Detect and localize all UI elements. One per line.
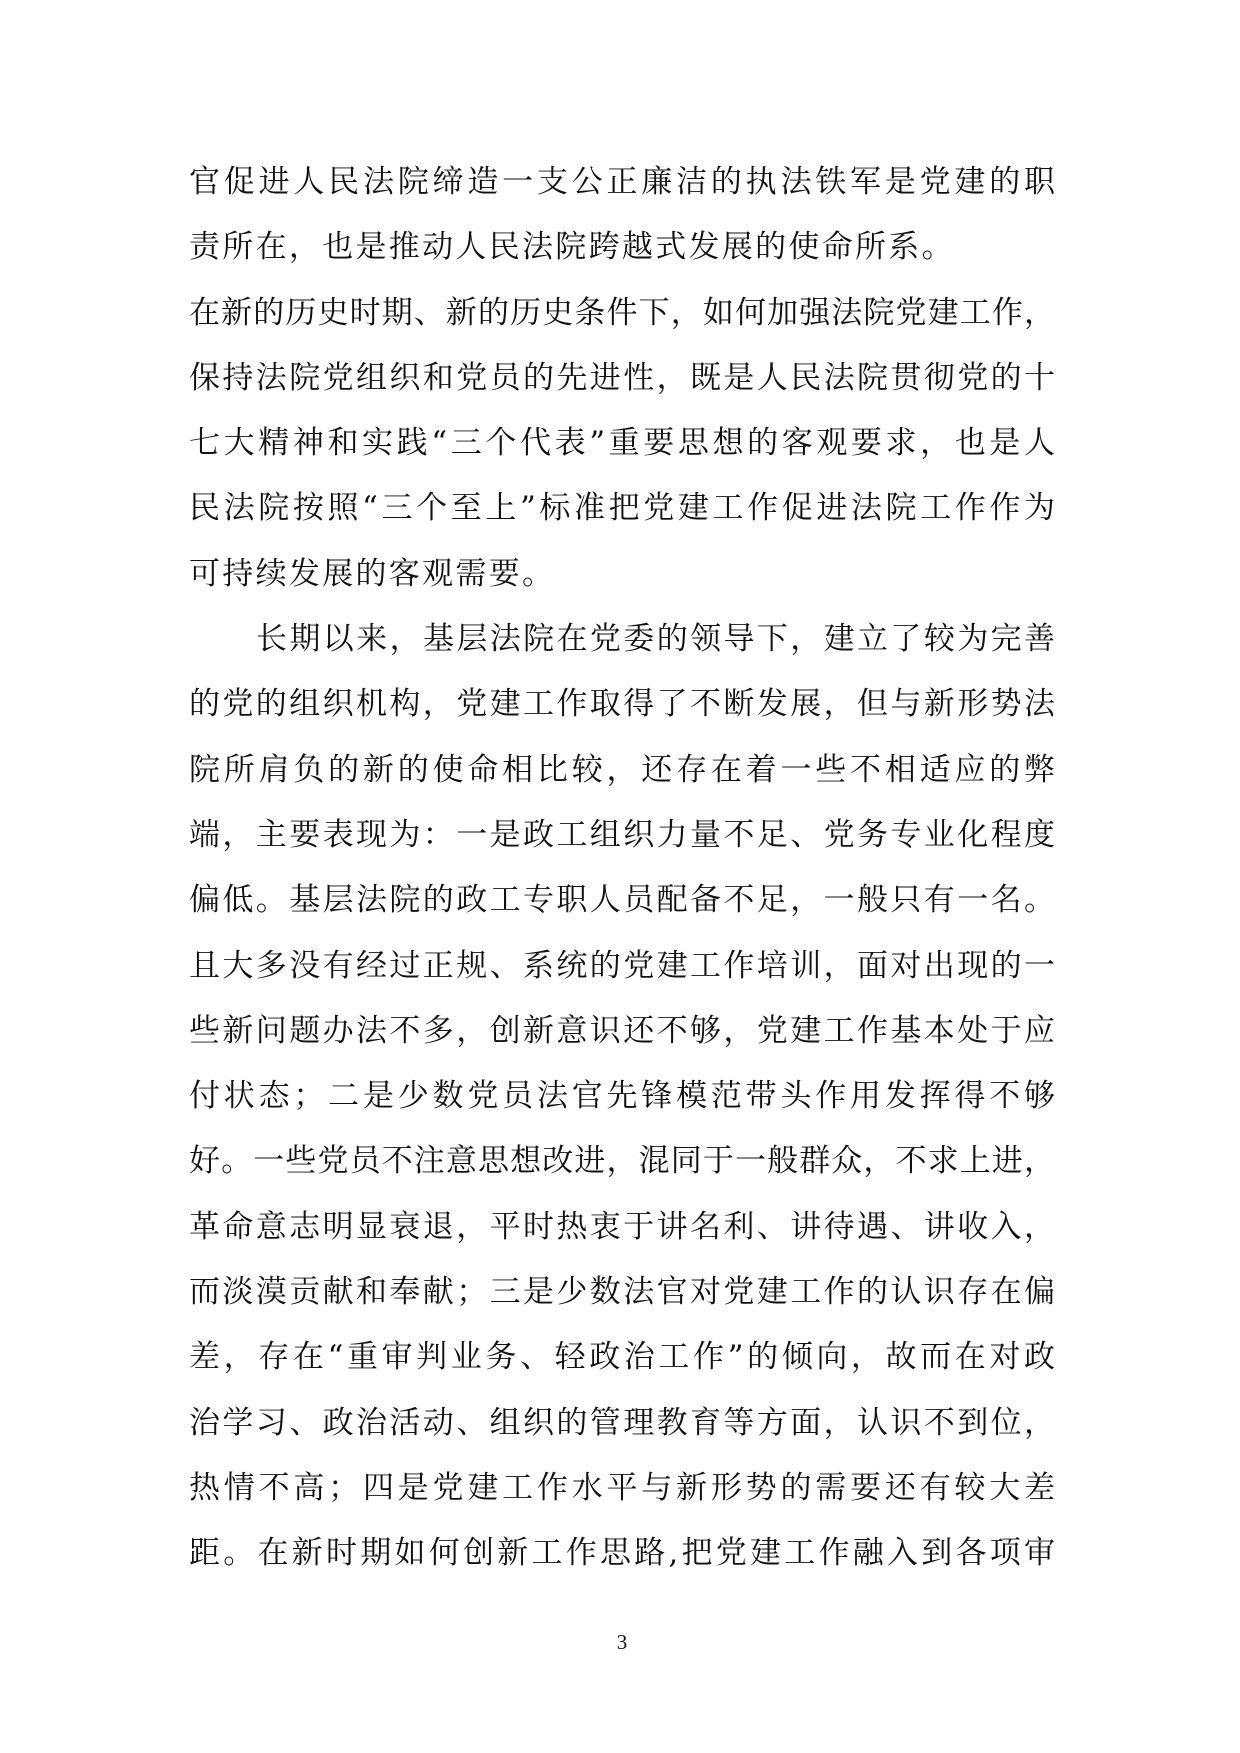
text-line: 而淡漠贡献和奉献；三是少数法官对党建工作的认识存在偏	[189, 1274, 1055, 1311]
text-line: 端，主要表现为：一是政工组织力量不足、党务专业化程度	[189, 816, 1055, 853]
text-line: 偏低。基层法院的政工专职人员配备不足，一般只有一名。	[189, 882, 1055, 919]
text-line: 民法院按照“三个至上”标准把党建工作促进法院工作作为	[189, 490, 1055, 527]
text-line: 的党的组织机构，党建工作取得了不断发展，但与新形势法	[189, 686, 1055, 723]
document-body	[189, 150, 1055, 1587]
text-line: 在新的历史时期、新的历史条件下，如何加强法院党建工作，	[189, 294, 1055, 331]
text-line: 保持法院党组织和党员的先进性，既是人民法院贯彻党的十	[189, 359, 1055, 396]
paragraph	[189, 607, 1055, 1586]
text-line: 院所肩负的新的使命相比较，还存在着一些不相适应的弊	[189, 751, 1055, 788]
text-line: 革命意志明显衰退，平时热衷于讲名利、讲待遇、讲收入，	[189, 1208, 1055, 1245]
text-line: 距。在新时期如何创新工作思路,把党建工作融入到各项审	[189, 1535, 1055, 1572]
text-line: 官促进人民法院缔造一支公正廉洁的执法铁军是党建的职	[189, 164, 1055, 200]
text-line: 治学习、政治活动、组织的管理教育等方面，认识不到位，	[189, 1404, 1055, 1441]
text-line: 且大多没有经过正规、系统的党建工作培训，面对出现的一	[189, 947, 1055, 984]
page-number: 3	[616, 1630, 628, 1654]
text-line: 热情不高；四是党建工作水平与新形势的需要还有较大差	[189, 1469, 1055, 1506]
text-line: 七大精神和实践“三个代表”重要思想的客观要求，也是人	[189, 425, 1055, 462]
text-line: 好。一些党员不注意思想改进，混同于一般群众，不求上进，	[189, 1143, 1055, 1180]
text-line: 付状态；二是少数党员法官先锋模范带头作用发挥得不够	[189, 1078, 1055, 1115]
paragraph	[189, 150, 1055, 281]
text-line: 可持续发展的客观需要。	[189, 555, 556, 592]
paragraph	[189, 281, 1055, 607]
text-line: 些新问题办法不多，创新意识还不够，党建工作基本处于应	[189, 1012, 1055, 1049]
text-line: 责所在，也是推动人民法院跨越式发展的使命所系。	[189, 229, 955, 266]
text-line: 差，存在“重审判业务、轻政治工作”的倾向，故而在对政	[189, 1339, 1055, 1376]
text-line: 长期以来，基层法院在党委的领导下，建立了较为完善	[256, 621, 1055, 658]
